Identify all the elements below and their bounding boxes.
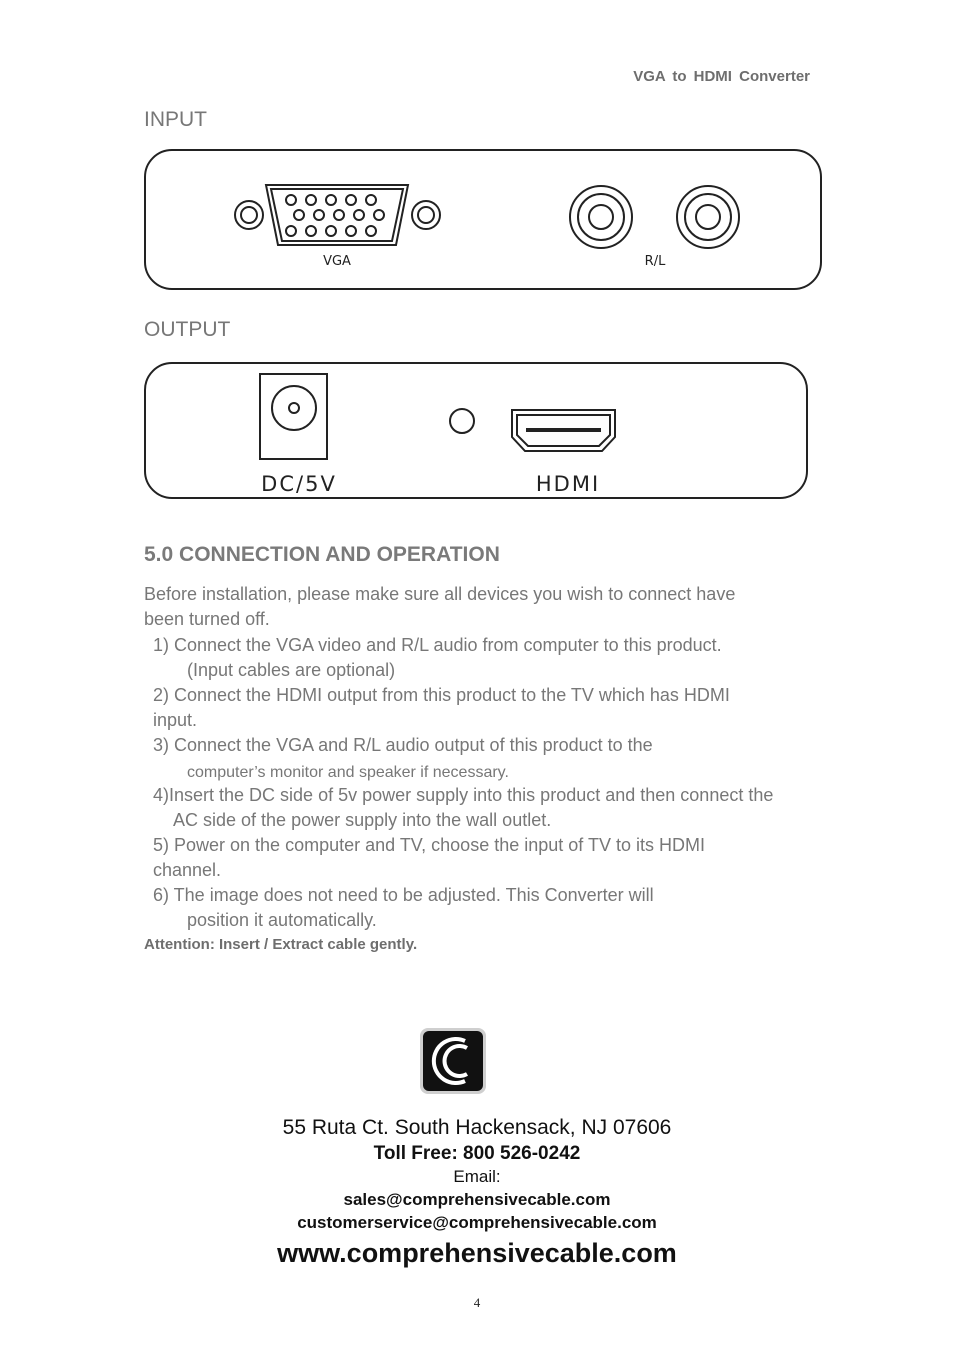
rca-right-jack-icon — [677, 186, 739, 248]
page-number: 4 — [473, 1295, 481, 1310]
step-4-line-2: AC side of the power supply into the wall outlet. — [173, 810, 552, 830]
rca-left-jack-icon — [570, 186, 632, 248]
step-4-line-1: 4)Insert the DC side of 5v power supply into this product and then connect the — [153, 785, 774, 805]
intro-line-1: Before installation, please make sure all devices you wish to connect have — [144, 584, 736, 604]
vga-port-label: VGA — [323, 254, 351, 269]
website-url: www.comprehensivecable.com — [277, 1238, 677, 1268]
rl-audio-label: R/L — [644, 254, 666, 269]
dc-power-label: DC/5V — [261, 472, 337, 496]
hdmi-port-label: HDMI — [535, 472, 601, 496]
document-header-title: VGA to HDMI Converter — [633, 68, 810, 85]
step-1-line-1: 1) Connect the VGA video and R/L audio from computer to this product. — [153, 635, 722, 655]
step-5-line-2: channel. — [153, 860, 222, 880]
step-1-line-2: (Input cables are optional) — [187, 660, 396, 680]
hdmi-port-icon — [512, 410, 615, 451]
intro-line-2: been turned off. — [144, 609, 270, 629]
input-panel-diagram — [144, 149, 822, 290]
step-6-line-2: position it automatically. — [187, 910, 377, 930]
email-label: Email: — [453, 1167, 501, 1186]
vga-port-icon — [235, 185, 440, 245]
step-3-line-2: computer’s monitor and speaker if necessary. — [187, 764, 509, 781]
input-section-label: INPUT — [144, 108, 207, 131]
step-6-line-1: 6) The image does not need to be adjusted. This Converter will — [153, 885, 654, 905]
step-2-line-1: 2) Connect the HDMI output from this product to the TV which has HDMI — [153, 685, 730, 705]
output-panel-diagram — [144, 362, 808, 499]
company-address: 55 Ruta Ct. South Hackensack, NJ 07606 — [282, 1116, 672, 1139]
comprehensive-c-logo-icon — [419, 1027, 487, 1095]
customer-service-email: customerservice@comprehensivecable.com — [297, 1213, 657, 1232]
step-3-line-1: 3) Connect the VGA and R/L audio output of this product to the — [153, 735, 653, 755]
toll-free-number: Toll Free: 800 526-0242 — [373, 1143, 581, 1164]
section-heading: 5.0 CONNECTION AND OPERATION — [144, 543, 500, 566]
step-2-line-2: input. — [153, 710, 198, 730]
output-section-label: OUTPUT — [144, 318, 231, 341]
step-5-line-1: 5) Power on the computer and TV, choose the input of TV to its HDMI — [153, 835, 705, 855]
attention-note: Attention: Insert / Extract cable gently. — [144, 936, 418, 953]
dc-power-jack-icon — [260, 374, 327, 459]
sales-email: sales@comprehensivecable.com — [343, 1190, 611, 1209]
indicator-led-icon — [450, 409, 474, 433]
